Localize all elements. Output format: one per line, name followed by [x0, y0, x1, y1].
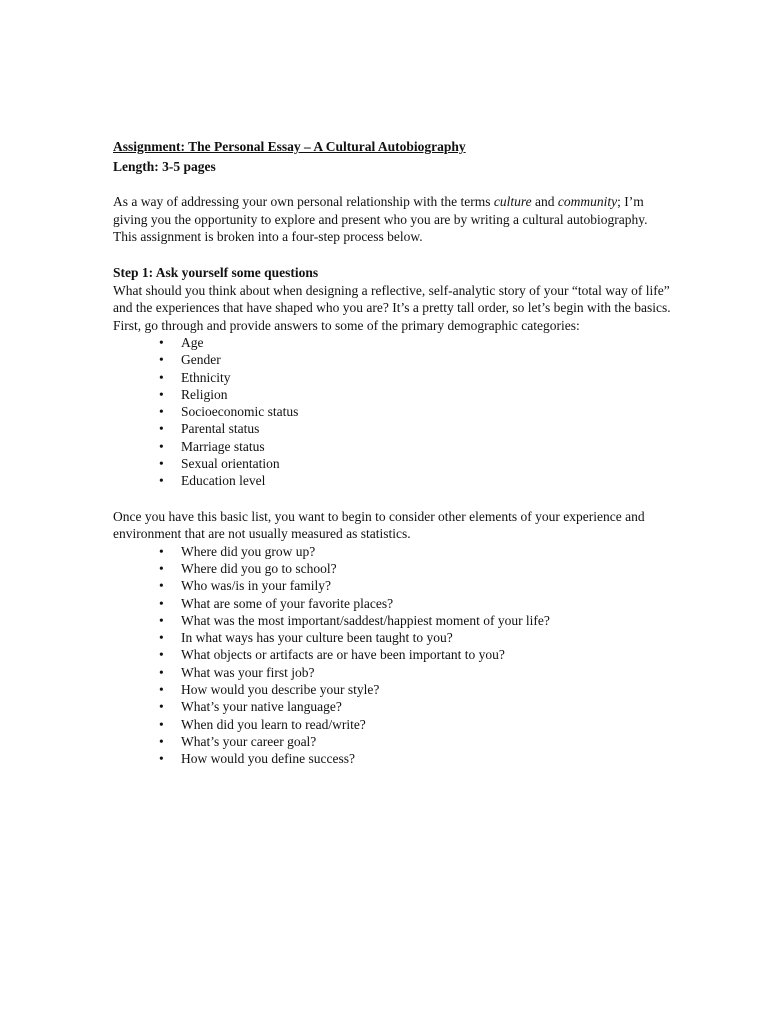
demographic-item — [113, 438, 673, 455]
demographic-item-text: Sexual orientation — [181, 456, 280, 472]
bullet-icon: • — [159, 404, 164, 420]
bullet-icon: • — [159, 664, 164, 680]
question-item-text: Where did you go to school? — [181, 560, 337, 576]
question-item — [113, 664, 673, 681]
bullet-icon: • — [159, 386, 164, 402]
question-item-text: What objects or artifacts are or have been important to you? — [181, 647, 505, 663]
question-item-text: Where did you grow up? — [181, 543, 316, 559]
bullet-icon: • — [159, 369, 164, 385]
bullet-icon: • — [159, 716, 164, 732]
assignment-title: Assignment: The Personal Essay – A Cultural Autobiography — [113, 139, 466, 154]
intro-term-community: community — [557, 194, 618, 209]
intro-term-culture: culture — [493, 194, 532, 209]
bullet-icon: • — [159, 438, 164, 454]
demographic-item-text: Socioeconomic status — [181, 404, 299, 420]
question-item — [113, 750, 673, 767]
question-item — [113, 733, 673, 750]
bullet-icon: • — [159, 473, 164, 489]
intro-paragraph — [113, 193, 673, 246]
question-item — [113, 543, 673, 560]
demographic-item — [113, 455, 673, 472]
question-item-text: In what ways has your culture been taught to you? — [181, 630, 453, 646]
demographic-item — [113, 472, 673, 489]
question-item — [113, 716, 673, 733]
document-page — [113, 137, 673, 768]
bullet-icon: • — [159, 595, 164, 611]
assignment-length: Length: 3-5 pages — [113, 159, 216, 174]
intro-text-1: As a way of addressing your own personal relationship with the terms — [113, 194, 494, 209]
question-item — [113, 595, 673, 612]
question-item — [113, 560, 673, 577]
question-item — [113, 646, 673, 663]
demographic-item — [113, 386, 673, 403]
question-item-text: Who was/is in your family? — [181, 578, 331, 594]
demographic-item — [113, 334, 673, 351]
bullet-icon: • — [159, 578, 164, 594]
demographic-item — [113, 369, 673, 386]
demographic-item-text: Gender — [181, 352, 221, 368]
bullet-icon: • — [159, 751, 164, 767]
question-item-text: What was your first job? — [181, 664, 315, 680]
questions-list — [113, 543, 673, 768]
bullet-icon: • — [159, 612, 164, 628]
bullet-icon: • — [159, 699, 164, 715]
question-item-text: What are some of your favorite places? — [181, 595, 394, 611]
question-item-text: How would you define success? — [181, 751, 355, 767]
intro-text-3: ; I’m giving you the opportunity to explore and present who you are by writing a cultural autobiography. This assignment is broken into a four-step process below. — [113, 194, 648, 244]
step1-paragraph: What should you think about when designing a reflective, self-analytic story of your “total way of life” and the experiences that have shaped who you are? It’s a pretty tall order, so let’s begin with the basics. First, go through and provide answers to some of the primary demographic categories: — [113, 282, 671, 333]
question-item — [113, 681, 673, 698]
demographic-item-text: Age — [181, 335, 204, 350]
bullet-icon: • — [159, 682, 164, 698]
question-item-text: When did you learn to read/write? — [181, 716, 366, 732]
question-item-text: What’s your native language? — [181, 699, 342, 715]
question-item — [113, 629, 673, 646]
question-item — [113, 612, 673, 629]
demographic-item — [113, 403, 673, 420]
bullet-icon: • — [159, 560, 164, 576]
question-item-text: How would you describe your style? — [181, 682, 380, 698]
demographic-item-text: Education level — [181, 473, 266, 489]
bullet-icon: • — [159, 630, 164, 646]
step1-paragraph-2: Once you have this basic list, you want to begin to consider other elements of your experience and environment that are not usually measured as statistics. — [113, 508, 645, 542]
bullet-icon: • — [159, 352, 164, 368]
demographic-item-text: Parental status — [181, 421, 260, 437]
bullet-icon: • — [159, 647, 164, 663]
demographic-item-text: Marriage status — [181, 438, 265, 454]
question-item — [113, 698, 673, 715]
demographic-item — [113, 420, 673, 437]
bullet-icon: • — [159, 421, 164, 437]
bullet-icon: • — [159, 733, 164, 749]
bullet-icon: • — [159, 335, 164, 350]
bullet-icon: • — [159, 456, 164, 472]
demographic-item-text: Ethnicity — [181, 369, 231, 385]
demographic-item — [113, 351, 673, 368]
question-item-text: What’s your career goal? — [181, 733, 317, 749]
demographic-item-text: Religion — [181, 386, 228, 402]
intro-text-2: and — [531, 194, 558, 209]
demographics-list — [113, 334, 673, 490]
question-item-text: What was the most important/saddest/happiest moment of your life? — [181, 612, 550, 628]
question-item — [113, 577, 673, 594]
step1-heading: Step 1: Ask yourself some questions — [113, 264, 319, 280]
bullet-icon: • — [159, 543, 164, 559]
